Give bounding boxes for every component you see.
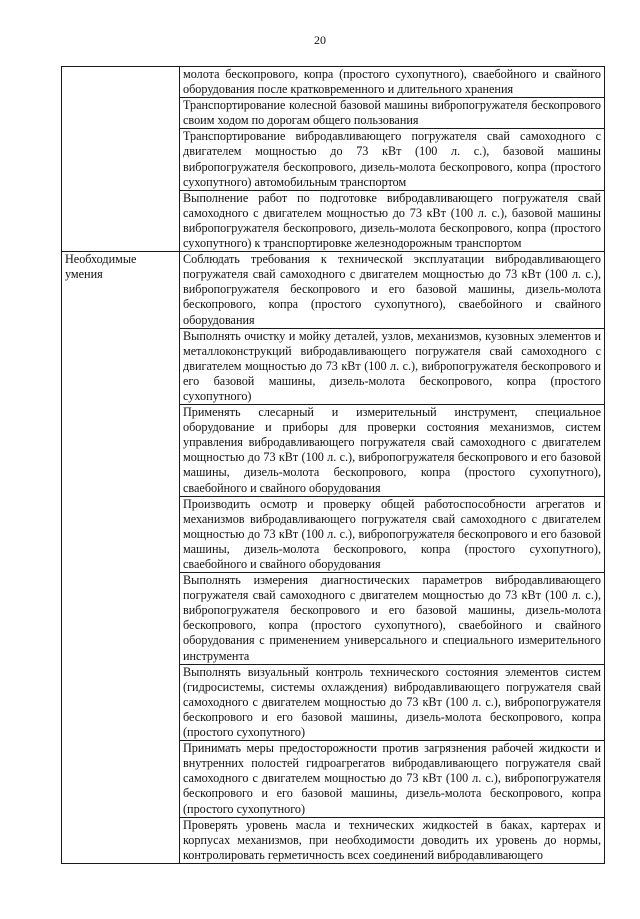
- requirement-text: Применять слесарный и измерительный инструмент, специальное оборудование и приборы для проверки состояния механизмов, систем управления вибродавливающего погружателя свай самоходного с двигателем мощностью до 73 кВт (100 л. с.), вибропогружателя бескопрового и его базовой машины, дизель-молота бескопрового, копра (простого сухопутного), сваебойного и свайного оборудования: [183, 405, 601, 495]
- requirement-text: Транспортирование вибродавливающего погружателя свай самоходного с двигателем мощностью до 73 кВт (100 л. с.), базовой машины вибропогружателя бескопрового, дизель-молота бескопрового, копра (простого сухопутного) автомобильным транспортом: [183, 129, 601, 189]
- requirement-cell: [180, 741, 605, 817]
- requirement-cell: [180, 252, 605, 328]
- requirement-cell: [180, 817, 605, 863]
- requirement-text: Выполнение работ по подготовке вибродавливающего погружателя свай самоходного с двигателем мощностью до 73 кВт (100 л. с.), базовой машины вибропогружателя бескопрового, дизель-молота бескопрового, копра (простого сухопутного) к транспортировке железнодорожным транспортом: [183, 190, 601, 251]
- section-label: [62, 67, 180, 252]
- requirement-text: Выполнять очистку и мойку деталей, узлов, механизмов, кузовных элементов и металлоконструкций вибродавливающего погружателя свай самоходного с двигателем мощностью до 73 кВт (100 л. с.), вибропогружателя бескопрового и его базовой машины, дизель-молота бескопрового, копра (простого сухопутного): [183, 328, 601, 403]
- requirement-text: молота бескопрового, копра (простого сухопутного), сваебойного и свайного оборудования после кратковременного и длительного хранения: [183, 67, 601, 97]
- requirement-text: Выполнять измерения диагностических параметров вибродавливающего погружателя свай самоходного с двигателем мощностью до 73 кВт (100 л. с.), вибропогружателя бескопрового и его базовой машины, дизель-молота бескопрового, копра (простого сухопутного), сваебойного и свайного оборудования с применением универсального и специального измерительного инструмента: [183, 573, 601, 663]
- requirement-cell: [180, 67, 605, 98]
- requirement-text: Проверять уровень масла и технических жидкостей в баках, картерах и корпусах механизмов, при необходимости доводить их уровень до нормы, контролировать герметичность всех соединений вибродавливающего: [183, 817, 601, 862]
- requirement-cell: [180, 405, 605, 497]
- requirement-cell: [180, 664, 605, 740]
- table-row: [62, 67, 605, 98]
- requirement-text: Принимать меры предосторожности против загрязнения рабочей жидкости и внутренних полостей гидроагрегатов вибродавливающего погружателя свай самоходного с двигателем мощностью до 73 кВт (100 л. с.), вибропогружателя бескопрового и его базовой машины, дизель-молота бескопрового, копра (простого сухопутного): [183, 741, 601, 816]
- section-label: Необходимые умения: [62, 252, 180, 864]
- requirements-table: [61, 66, 605, 864]
- requirement-cell: [180, 190, 605, 251]
- requirement-cell: [180, 129, 605, 190]
- requirement-cell: [180, 328, 605, 404]
- table-row: [62, 252, 605, 328]
- page-number: 20: [314, 33, 326, 47]
- requirement-cell: [180, 573, 605, 665]
- requirement-cell: [180, 98, 605, 129]
- table-body: [62, 67, 605, 864]
- requirement-text: Выполнять визуальный контроль технического состояния элементов систем (гидросистемы, системы охлаждения) вибродавливающего погружателя свай самоходного с двигателем мощностью до 73 кВт (100 л. с.), вибропогружателя бескопрового и его базовой машины, дизель-молота бескопрового, копра (простого сухопутного): [183, 664, 601, 740]
- requirement-text: Производить осмотр и проверку общей работоспособности агрегатов и механизмов вибродавливающего погружателя свай самоходного с двигателем мощностью до 73 кВт (100 л. с.), вибропогружателя бескопрового и его базовой машины, дизель-молота бескопрового, копра (простого сухопутного), сваебойного и свайного оборудования: [183, 496, 601, 571]
- requirement-cell: [180, 496, 605, 572]
- requirement-text: Соблюдать требования к технической эксплуатации вибродавливающего погружателя свай самоходного с двигателем мощностью до 73 кВт (100 л. с.), вибропогружателя бескопрового и его базовой машины, дизель-молота бескопрового, копра (простого сухопутного), сваебойного и свайного оборудования: [183, 252, 601, 327]
- requirement-text: Транспортирование колесной базовой машины вибропогружателя бескопрового своим ходом по дорогам общего пользования: [183, 98, 601, 128]
